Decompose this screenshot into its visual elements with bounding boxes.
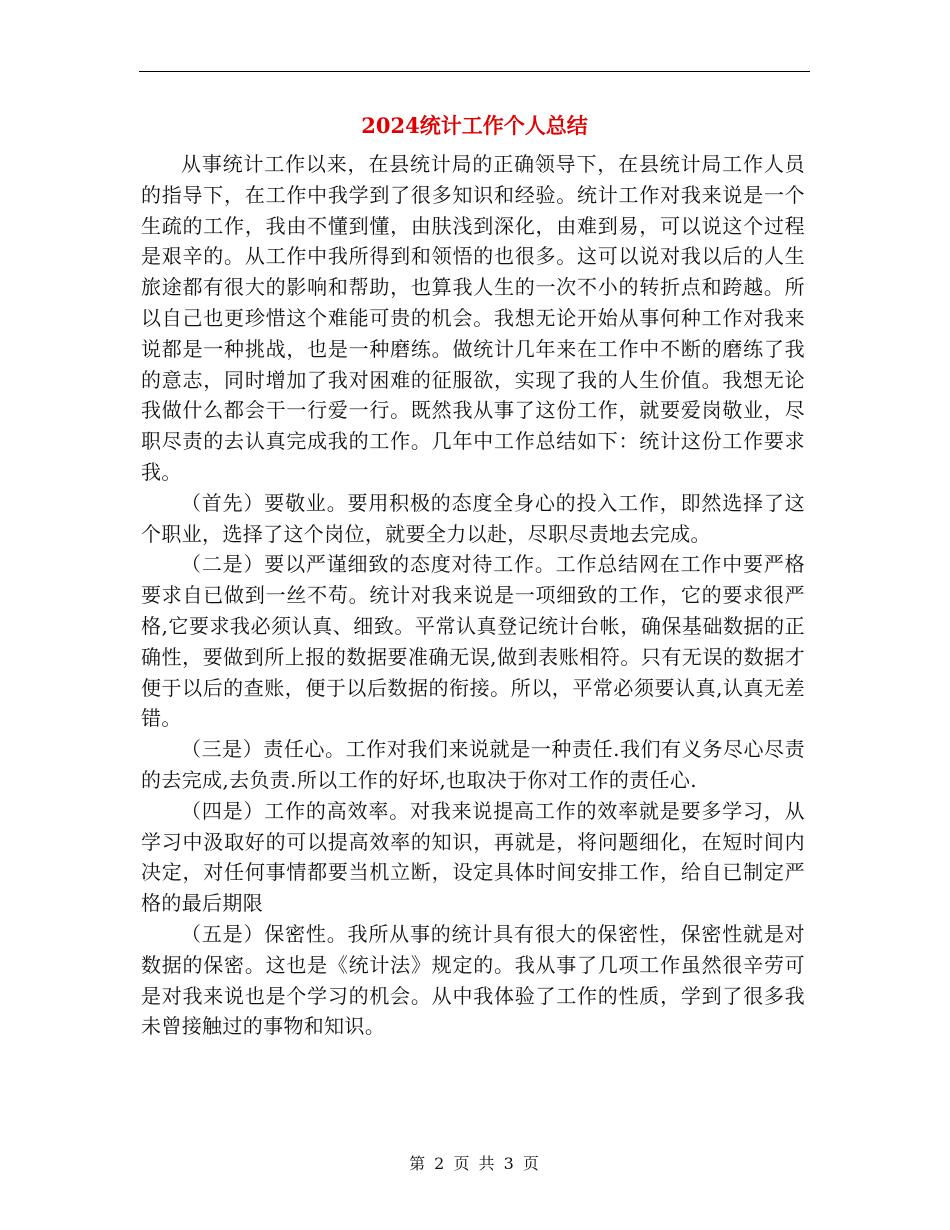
paragraph-third: （三是）责任心。工作对我们来说就是一种责任.我们有义务尽心尽责的去完成,去负责.所以工作的好坏,也取决于你对工作的责任心. (141, 737, 805, 792)
page-number-footer: 第 2 页 共 3 页 (409, 1154, 541, 1173)
paragraph-fifth: （五是）保密性。我所从事的统计具有很大的保密性，保密性就是对数据的保密。这也是《统计法》规定的。我从事了几项工作虽然很辛劳可是对我来说也是个学习的机会。从中我体验了工作的性质，学到了很多我未曾接触过的事物和知识。 (141, 921, 805, 1039)
paragraph-intro: 从事统计工作以来，在县统计局的正确领导下，在县统计局工作人员的指导下，在工作中我学到了很多知识和经验。统计工作对我来说是一个生疏的工作，我由不懂到懂，由肤浅到深化，由难到易，可以说这个过程是艰辛的。从工作中我所得到和领悟的也很多。这可以说对我以后的人生旅途都有很大的影响和帮助，也算我人生的一次不小的转折点和跨越。所以自己也更珍惜这个难能可贵的机会。我想无论开始从事何种工作对我来说都是一种挑战，也是一种磨练。做统计几年来在工作中不断的磨练了我的意志，同时增加了我对困难的征服欲，实现了我的人生价值。我想无论我做什么都会干一行爱一行。既然我从事了这份工作，就要爱岗敬业，尽职尽责的去认真完成我的工作。几年中工作总结如下：统计这份工作要求我。 (141, 152, 805, 484)
header-rule (139, 71, 810, 72)
document-title: 2024统计工作个人总结 (361, 113, 588, 138)
paragraph-second: （二是）要以严谨细致的态度对待工作。工作总结网在工作中要严格要求自已做到一丝不苟。统计对我来说是一项细致的工作，它的要求很严格,它要求我必须认真、细致。平常认真登记统计台帐，确保基础数据的正确性，要做到所上报的数据要准确无误,做到表账相符。只有无误的数据才便于以后的查账，便于以后数据的衔接。所以，平常必须要认真,认真无差错。 (141, 552, 805, 731)
paragraph-first: （首先）要敬业。要用积极的态度全身心的投入工作，即然选择了这个职业，选择了这个岗位，就要全力以赴，尽职尽责地去完成。 (141, 490, 805, 546)
paragraph-fourth: （四是）工作的高效率。对我来说提高工作的效率就是要多学习，从学习中汲取好的可以提高效率的知识，再就是，将问题细化，在短时间内决定，对任何事情都要当机立断，设定具体时间安排工作，给自已制定严格的最后期限 (141, 798, 805, 916)
document-body (141, 149, 805, 1042)
